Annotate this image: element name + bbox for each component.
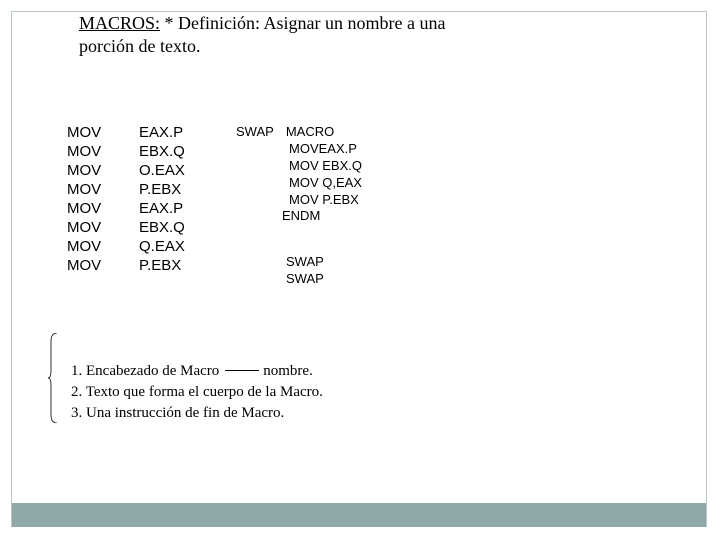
list-item-text: 1. Encabezado de Macro [71, 363, 220, 379]
list-item-body: 2. Texto que forma el cuerpo de la Macro. [71, 384, 323, 400]
operand: Q.EAX [139, 238, 185, 255]
macro-body [289, 140, 362, 208]
operand: EBX.Q [139, 219, 185, 236]
mnemonic: MOV [67, 162, 102, 179]
operand: EBX.Q [139, 143, 185, 160]
mnemonic: MOV [67, 143, 102, 160]
macro-name: SWAP [236, 124, 274, 139]
dash-line [225, 370, 259, 371]
operand: P.EBX [139, 257, 182, 274]
macro-call: SWAP [286, 254, 324, 269]
macro-end-directive: ENDM [282, 208, 321, 223]
mnemonic: MOV [67, 124, 102, 141]
mnemonic: MOV [67, 200, 102, 217]
operand: EAX.P [139, 200, 184, 217]
list-item-end: 3. Una instrucción de fin de Macro. [71, 405, 285, 421]
macro-body-line: MOV Q,EAX [289, 175, 362, 190]
list-item-suffix: nombre. [263, 363, 313, 379]
components-list [71, 361, 323, 424]
operand: EAX.P [139, 124, 184, 141]
macro-body-line: MOV P.EBX [289, 192, 359, 207]
title-line2: porción de texto. [79, 36, 201, 56]
macro-calls [286, 253, 324, 287]
mnemonic: MOV [67, 181, 102, 198]
mnemonic: MOV [67, 238, 102, 255]
operand-column [139, 123, 185, 275]
macro-header [236, 123, 334, 140]
list-item-header [71, 361, 323, 382]
macro-directive: MACRO [285, 124, 335, 139]
macro-body-line: MOV EBX.Q [289, 158, 362, 173]
mnemonic-column [67, 123, 101, 275]
title-line1: * Definición: Asignar un nombre a una [160, 13, 446, 33]
operand: P.EBX [139, 181, 182, 198]
macro-body-line: MOVEAX.P [289, 141, 357, 156]
slide-frame [11, 11, 707, 527]
mnemonic: MOV [67, 257, 102, 274]
slide-title [79, 12, 519, 58]
footer-bar [12, 503, 706, 527]
left-brace-icon [48, 333, 58, 423]
macro-call: SWAP [286, 271, 324, 286]
mnemonic: MOV [67, 219, 102, 236]
title-keyword: MACROS: [79, 13, 161, 33]
operand: O.EAX [139, 162, 185, 179]
